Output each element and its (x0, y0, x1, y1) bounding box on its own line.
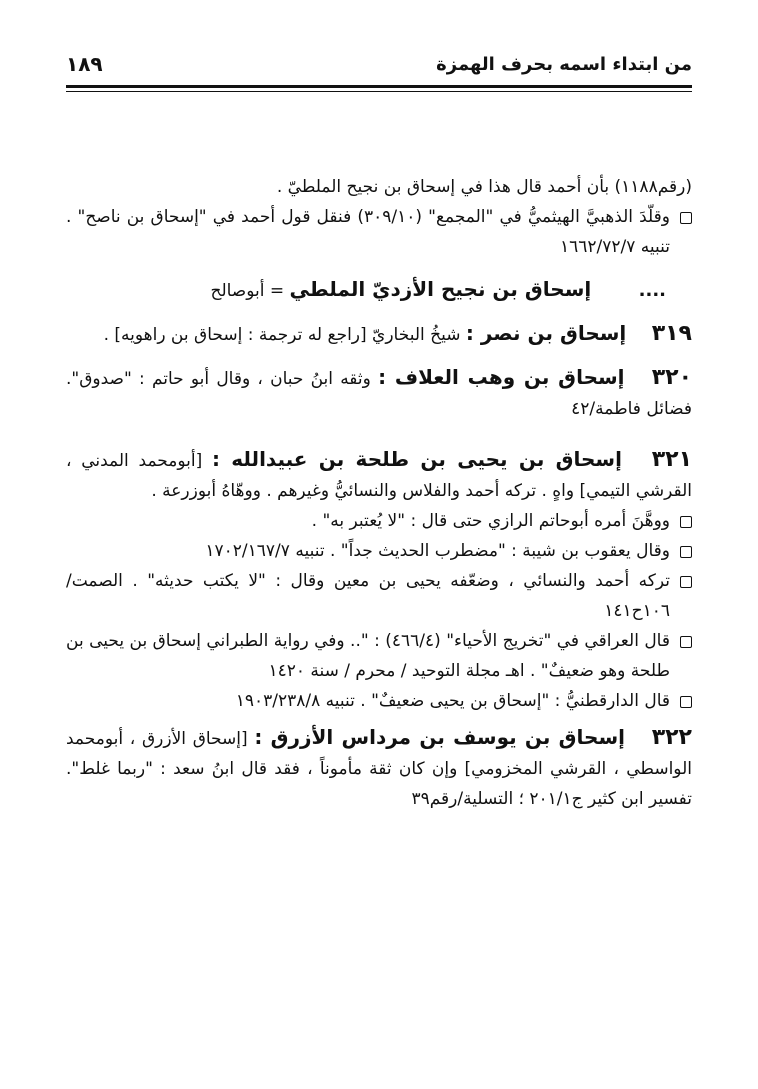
bullet-item (66, 686, 692, 716)
cross-reference-target: = أبوصالح (210, 281, 285, 301)
entry-319 (66, 318, 692, 350)
checkbox-bullet-icon (680, 212, 692, 224)
bullet-item (66, 506, 692, 536)
running-title: من ابتداء اسمه بحرف الهمزة (436, 54, 692, 75)
entry-320 (66, 362, 692, 424)
entry-number: ٣٢٠ (651, 365, 693, 390)
entry-text: [إسحاق الأزرق ، أبومحمد الواسطي ، القرشي المخزومي] وإن كان ثقة مأموناً ، فقد قال ابنُ سعد : "ربما غلط". تفسير ابن كثير ج٢٠١/١ ؛ التسلية/رقم٣٩ (66, 729, 692, 809)
entry-number: ٣٢١ (651, 447, 693, 472)
entry-name: إسحاق بن وهب العلاف : (378, 365, 625, 389)
bullet-text: قال الدارقطنيُّ : "إسحاق بن يحيى ضعيفٌ" . تنبيه ١٩٠٣/٢٣٨/٨ (235, 691, 670, 711)
checkbox-bullet-icon (680, 636, 692, 648)
bullet-item (66, 566, 692, 626)
bullet-text: تركه أحمد والنسائي ، وضعّفه يحيى بن معين وقال : "لا يكتب حديثه" . الصمت/١٠٦ح١٤١ (66, 571, 670, 621)
cross-reference-dots: .... (638, 280, 666, 301)
entry-number: ٣٢٢ (651, 725, 692, 750)
cross-reference-name: إسحاق بن نجيح الأزديّ الملطي (289, 277, 592, 301)
checkbox-bullet-icon (680, 516, 692, 528)
entry-322 (66, 722, 692, 814)
checkbox-bullet-icon (680, 576, 692, 588)
bullet-text: قال العراقي في "تخريج الأحياء" (٤٦٦/٤) : ".. وفي رواية الطبراني إسحاق بن يحيى بن طلحة وهو ضعيفٌ" . اهـ مجلة التوحيد / محرم / سنة ١٤٢٠ (66, 631, 670, 681)
bullet-item (66, 202, 692, 262)
continuation-paragraph: (رقم١١٨٨) بأن أحمد قال هذا في إسحاق بن نجيح الملطيّ . (276, 177, 692, 197)
bullet-item (66, 536, 692, 566)
entry-name: إسحاق بن نصر : (465, 321, 627, 345)
page-header (66, 48, 692, 82)
entry-text: شيخُ البخاريّ [راجع له ترجمة : إسحاق بن راهويه] . (103, 325, 461, 345)
entry-text: [أبومحمد المدني ، القرشي التيمي] واهٍ . تركه أحمد والفلاس والنسائيُّ وغيرهم . ووهّاهُ أبوزرعة . (66, 451, 692, 501)
cross-reference (66, 274, 692, 306)
bullet-text: ووهَّنَ أمره أبوحاتم الرازي حتى قال : "لا يُعتبر به" . (311, 511, 670, 531)
header-rule-thin (66, 91, 692, 92)
entry-321 (66, 444, 692, 506)
entry-text: وثقه ابنُ حبان ، وقال أبو حاتم : "صدوق". فضائل فاطمة/٤٢ (66, 369, 692, 419)
header-rule-thick (66, 85, 692, 88)
bullet-text: وقال يعقوب بن شيبة : "مضطرب الحديث جداً" . تنبيه ١٧٠٢/١٦٧/٧ (205, 541, 670, 561)
entry-name: إسحاق بن يوسف بن مرداس الأزرق : (254, 725, 625, 749)
bullet-text: وقلّدَ الذهبيَّ الهيثميُّ في "المجمع" (٣٠٩/١٠) فنقل قول أحمد في "إسحاق بن ناصح" . تنبيه ١٦٦٢/٧٢/٧ (66, 207, 671, 257)
entry-number: ٣١٩ (651, 321, 692, 346)
checkbox-bullet-icon (680, 696, 692, 708)
page-body (66, 172, 692, 814)
checkbox-bullet-icon (680, 546, 692, 558)
entry-name: إسحاق بن يحيى بن طلحة بن عبيدالله : (211, 447, 622, 471)
page-number: ١٨٩ (66, 52, 103, 76)
bullet-item (66, 626, 692, 686)
